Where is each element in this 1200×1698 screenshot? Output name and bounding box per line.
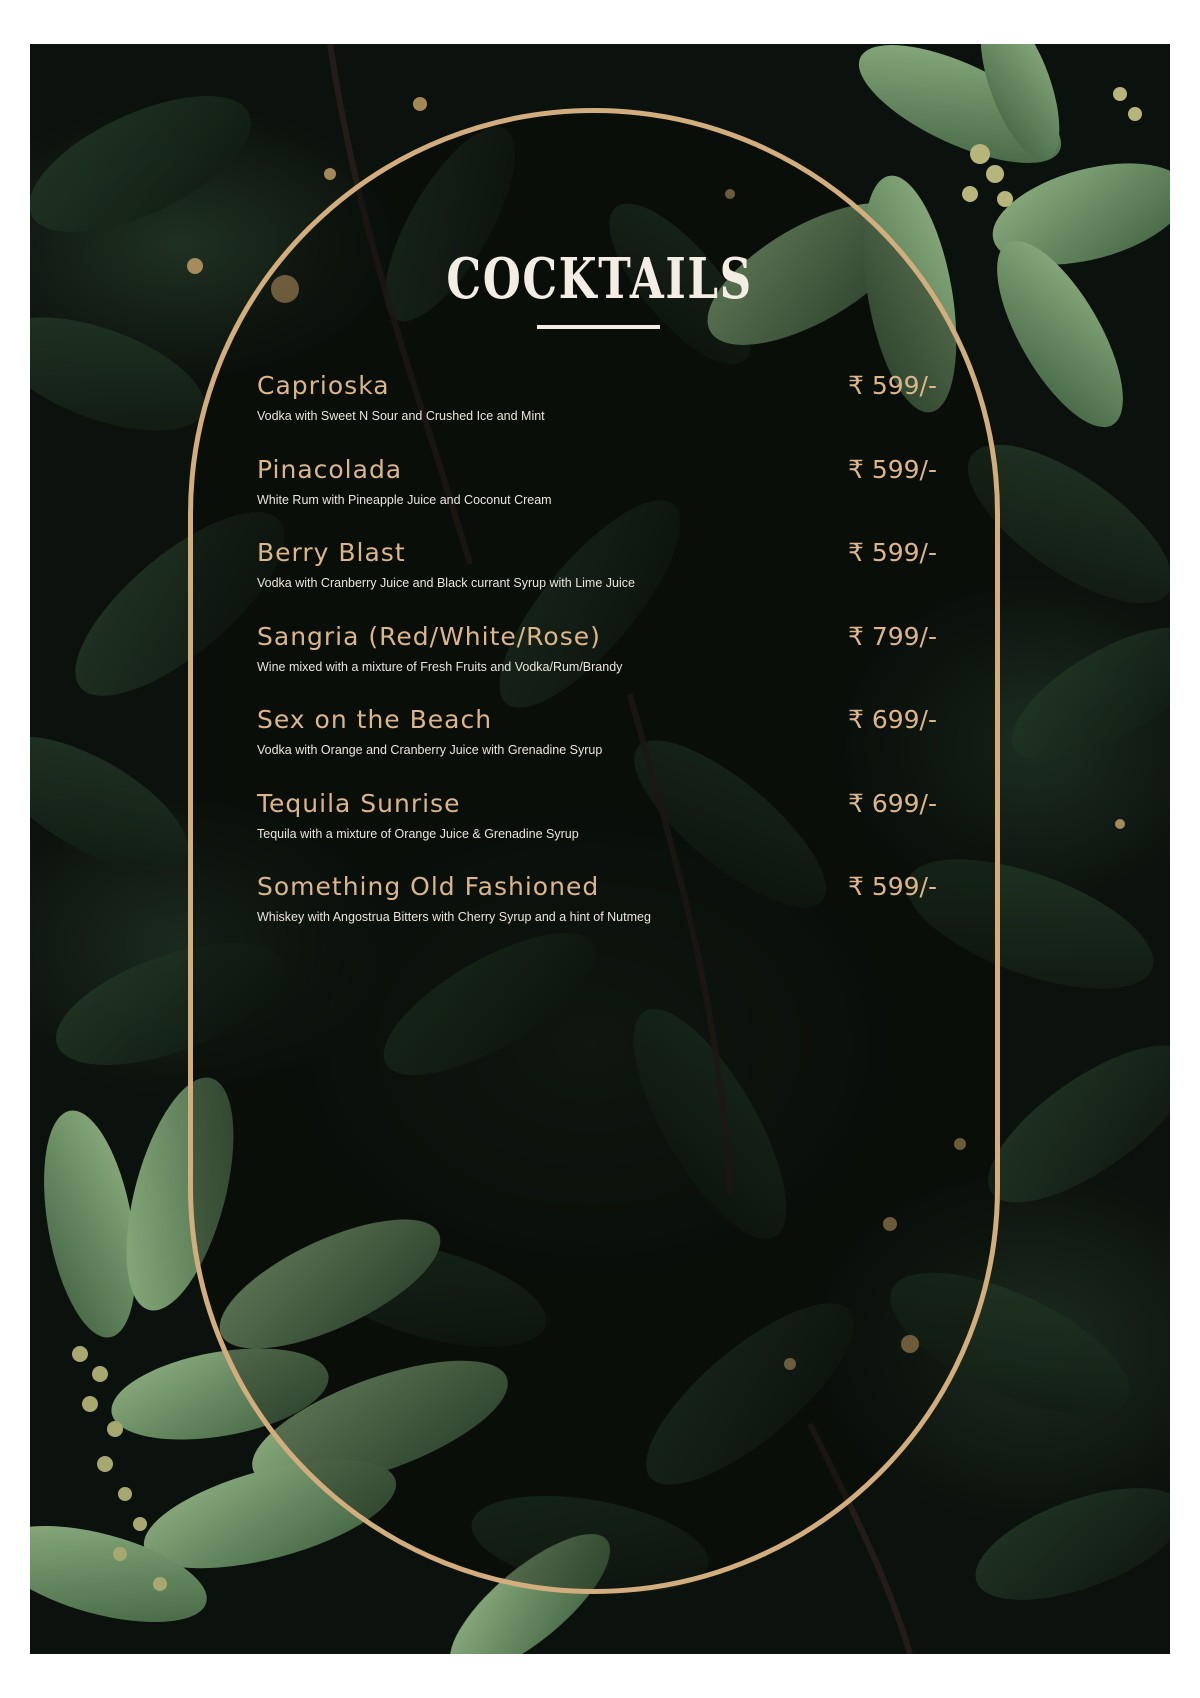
item-description: Tequila with a mixture of Orange Juice & Grenadine Syrup [257,826,579,841]
item-description: Vodka with Orange and Cranberry Juice with Grenadine Syrup [257,743,603,757]
item-price: ₹ 699/- [847,705,937,734]
item-price: ₹ 599/- [847,872,937,901]
item-description: Vodka with Sweet N Sour and Crushed Ice and Mint [257,409,545,423]
item-name: Pinacolada [257,454,403,484]
menu-item [257,704,937,788]
menu-item [257,788,937,872]
item-price: ₹ 599/- [847,454,937,484]
item-name: Berry Blast [257,538,406,567]
item-description: Wine mixed with a mixture of Fresh Fruits and Vodka/Rum/Brandy [257,659,623,674]
item-price: ₹ 799/- [847,621,937,651]
item-description: White Rum with Pineapple Juice and Coconut Cream [257,492,552,507]
menu-item [257,370,937,454]
menu-item [257,454,937,538]
item-name: Sangria (Red/White/Rose) [257,621,601,651]
title-underline [537,325,660,329]
item-description: Whiskey with Angostrua Bitters with Cherry Syrup and a hint of Nutmeg [257,910,651,924]
cocktail-list [257,370,937,955]
item-name: Caprioska [257,371,390,400]
menu-title: COCKTAILS [446,246,753,312]
item-price: ₹ 599/- [847,371,937,400]
item-name: Tequila Sunrise [257,788,461,818]
item-name: Sex on the Beach [257,705,493,734]
menu-item [257,871,937,955]
menu-item [257,621,937,705]
item-name: Something Old Fashioned [257,872,600,901]
item-description: Vodka with Cranberry Juice and Black currant Syrup with Lime Juice [257,576,635,590]
item-price: ₹ 699/- [847,788,937,818]
item-price: ₹ 599/- [847,538,937,567]
menu-item [257,537,937,621]
